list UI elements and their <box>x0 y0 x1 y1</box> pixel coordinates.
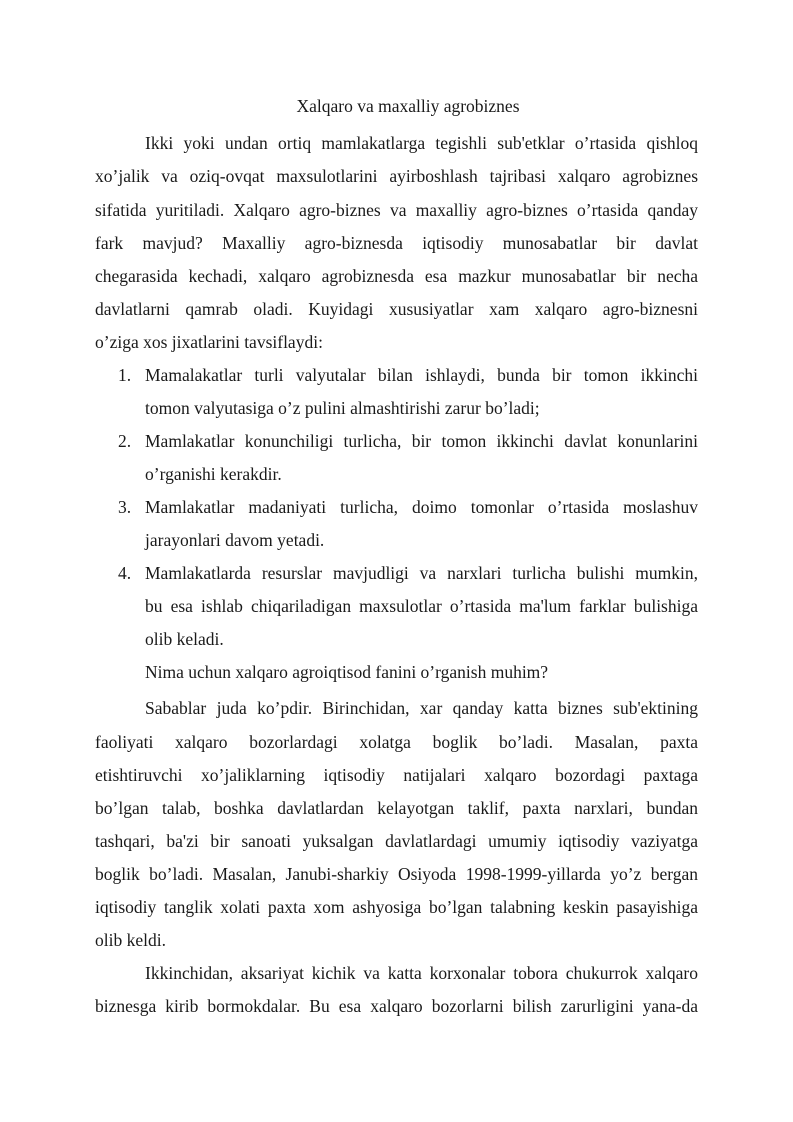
paragraph-line: Ikki yoki undan ortiq mamlakatlarga tegishli sub'etklar o’rtasida qishloq <box>145 133 698 153</box>
paragraph-line: etishtiruvchi xo’jaliklarning iqtisodiy natijalari xalqaro bozordagi paxtaga <box>95 765 698 785</box>
paragraph-line: chegarasida kechadi, xalqaro agrobiznesda esa mazkur munosabatlar bir necha <box>95 266 698 286</box>
paragraph-line: tashqari, ba'zi bir sanoati yuksalgan davlatlardagi umumiy iqtisodiy vaziyatga <box>95 831 698 851</box>
paragraph-line: bo’lgan talab, boshka davlatlardan kelayotgan taklif, paxta narxlari, bundan <box>95 798 698 818</box>
list-item-line: Mamlakatlar madaniyati turlicha, doimo tomonlar o’rtasida moslashuv <box>145 497 698 517</box>
paragraph-line: davlatlarni qamrab oladi. Kuyidagi xususiyatlar xam xalqaro agro-biznesni <box>95 299 698 319</box>
list-item-line: tomon valyutasiga o’z pulini almashtirishi zarur bo’ladi; <box>145 398 540 418</box>
paragraph-line: boglik bo’ladi. Masalan, Janubi-sharkiy Osiyoda 1998-1999-yillarda yo’z bergan <box>95 864 698 884</box>
paragraph-line: Ikkinchidan, aksariyat kichik va katta korxonalar tobora chukurrok xalqaro <box>145 963 698 983</box>
list-item-line: Mamlakatlar konunchiligi turlicha, bir tomon ikkinchi davlat konunlarini <box>145 431 698 451</box>
list-item-number: 2. <box>118 431 132 451</box>
paragraph-line: iqtisodiy tanglik xolati paxta xom ashyosiga bo’lgan talabning keskin pasayishiga <box>95 897 698 917</box>
document-title: Xalqaro va maxalliy agrobiznes <box>296 96 520 116</box>
list-item-line: bu esa ishlab chiqariladigan maxsulotlar o’rtasida ma'lum farklar bulishiga <box>145 596 698 616</box>
paragraph-line: biznesga kirib bormokdalar. Bu esa xalqaro bozorlarni bilish zarurligini yana-da <box>95 996 698 1016</box>
list-item-number: 4. <box>118 563 132 583</box>
list-item-line: Mamalakatlar turli valyutalar bilan ishlaydi, bunda bir tomon ikkinchi <box>145 365 698 385</box>
list-item-number: 3. <box>118 497 132 517</box>
paragraph-line: sifatida yuritiladi. Xalqaro agro-biznes va maxalliy agro-biznes o’rtasida qanday <box>95 200 698 220</box>
paragraph-line: faoliyati xalqaro bozorlardagi xolatga boglik bo’ladi. Masalan, paxta <box>95 732 698 752</box>
list-item-line: Mamlakatlarda resurslar mavjudligi va narxlari turlicha bulishi mumkin, <box>145 563 698 583</box>
paragraph-line: olib keldi. <box>95 930 166 950</box>
paragraph-line: Sabablar juda ko’pdir. Birinchidan, xar qanday katta biznes sub'ektining <box>145 698 698 718</box>
paragraph-line: xo’jalik va oziq-ovqat maxsulotlarini ayirboshlash tajribasi xalqaro agrobiznes <box>95 166 698 186</box>
list-item-line: olib keladi. <box>145 629 224 649</box>
section-question: Nima uchun xalqaro agroiqtisod fanini o’rganish muhim? <box>145 662 549 682</box>
list-item-line: jarayonlari davom yetadi. <box>145 530 325 550</box>
paragraph-line: o’ziga xos jixatlarini tavsiflaydi: <box>95 332 323 352</box>
list-item-number: 1. <box>118 365 132 385</box>
paragraph-line: fark mavjud? Maxalliy agro-biznesda iqtisodiy munosabatlar bir davlat <box>95 233 698 253</box>
list-item-line: o’rganishi kerakdir. <box>145 464 282 484</box>
